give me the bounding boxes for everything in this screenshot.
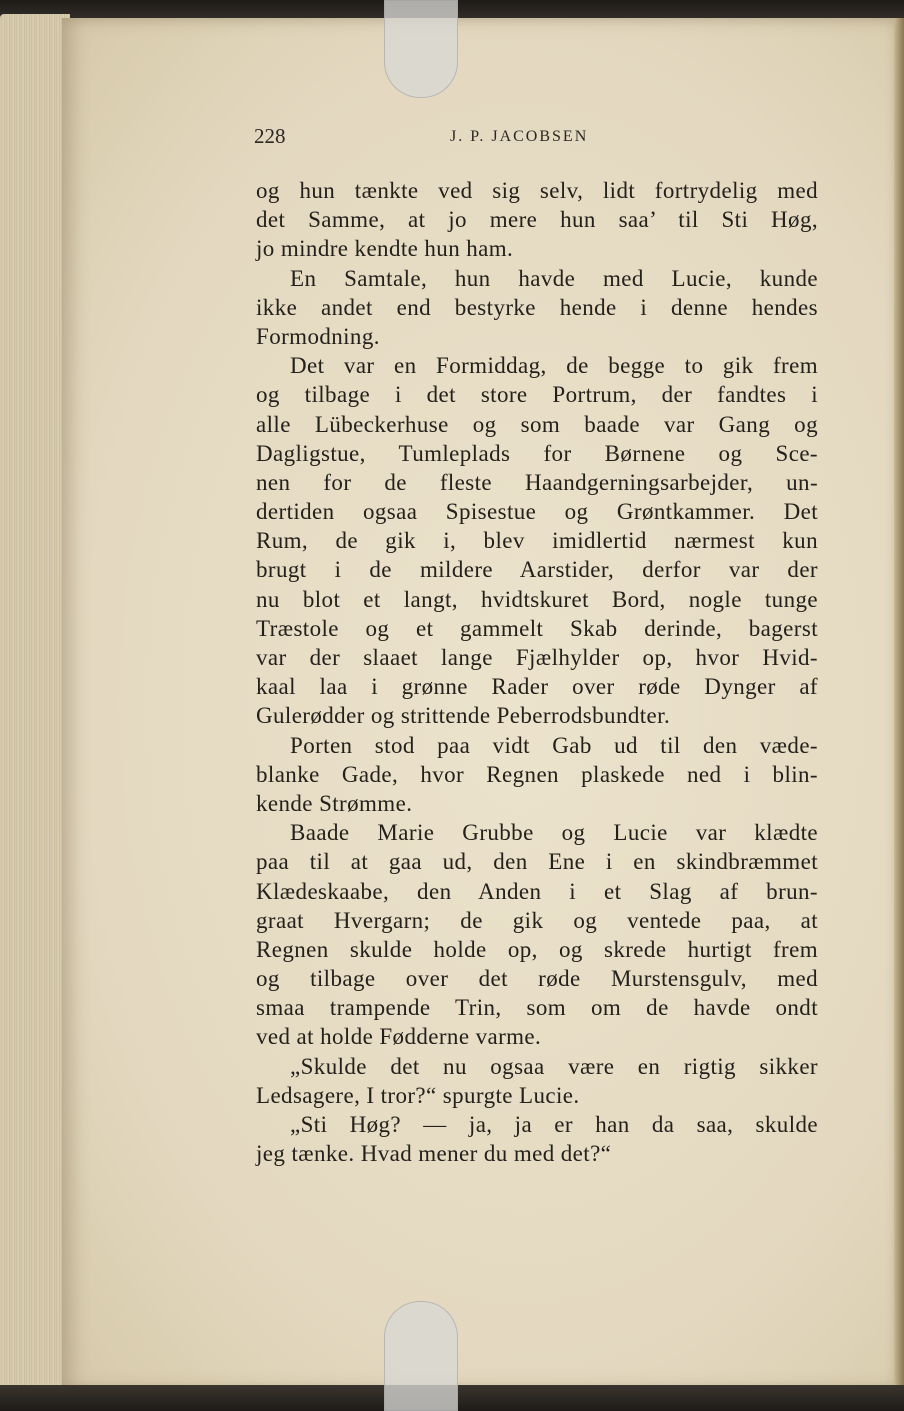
text-line: brugt i de mildere Aarstider, derfor var der [256, 557, 818, 583]
page-right-edge [894, 18, 904, 1390]
running-title: J. P. JACOBSEN [450, 128, 589, 145]
page-number: 228 [254, 124, 286, 148]
text-line: Baade Marie Grubbe og Lucie var klædte [290, 820, 818, 846]
text-line: ved at holde Fødderne varme. [256, 1024, 542, 1050]
scanner-clip-top [384, 0, 458, 98]
text-line: var der slaaet lange Fjælhylder op, hvor Hvid- [256, 645, 818, 670]
text-line: Klædeskaabe, den Anden i et Slag af brun- [256, 878, 818, 904]
text-line: Træstole og et gammelt Skab derinde, bagerst [256, 615, 818, 641]
text-line: jeg tænke. Hvad mener du med det?“ [256, 1141, 612, 1167]
body-text [256, 176, 818, 1168]
text-line: og hun tænkte ved sig selv, lidt fortrydelig med [256, 178, 818, 203]
text-line: Regnen skulde holde op, og skrede hurtigt frem [256, 936, 818, 962]
running-head [254, 124, 674, 154]
text-line: Gulerødder og strittende Peberrodsbundter. [256, 703, 671, 729]
text-line: Ledsagere, I tror?“ spurgte Lucie. [256, 1082, 580, 1108]
scanner-clip-bottom [384, 1301, 458, 1411]
text-line: kende Strømme. [256, 790, 413, 816]
text-line: dertiden ogsaa Spisestue og Grøntkammer. Det [256, 499, 818, 525]
text-line: paa til at gaa ud, den Ene i en skindbræmmet [256, 849, 818, 875]
text-line: kaal laa i grønne Rader over røde Dynger af [256, 674, 818, 700]
text-line: blanke Gade, hvor Regnen plaskede ned i blin- [256, 761, 818, 787]
text-line: graat Hvergarn; de gik og ventede paa, at [256, 907, 818, 933]
text-line: og tilbage over det røde Murstensgulv, med [256, 966, 818, 992]
text-line: jo mindre kendte hun ham. [256, 236, 514, 262]
text-line: nen for de fleste Haandgerningsarbejder, un- [256, 469, 818, 495]
text-line: Det var en Formiddag, de begge to gik frem [290, 353, 818, 379]
text-line: smaa trampende Trin, som om de havde ondt [256, 995, 818, 1021]
text-line: det Samme, at jo mere hun saa’ til Sti Høg, [256, 207, 818, 233]
text-line: Dagligstue, Tumleplads for Børnene og Sce- [256, 440, 818, 466]
text-line: Porten stod paa vidt Gab ud til den væde- [290, 732, 818, 758]
text-line: „Sti Høg? — ja, ja er han da saa, skulde [290, 1112, 818, 1137]
text-line: og tilbage i det store Portrum, der fandtes i [256, 382, 818, 408]
text-line: nu blot et langt, hvidtskuret Bord, nogle tunge [256, 586, 818, 612]
text-line: „Skulde det nu ogsaa være en rigtig sikker [290, 1053, 818, 1079]
page-stack-edge [0, 14, 70, 1396]
text-line: alle Lübeckerhuse og som baade var Gang og [256, 411, 818, 437]
text-line: Rum, de gik i, blev imidlertid nærmest kun [256, 528, 818, 554]
text-line: Formodning. [256, 323, 380, 349]
text-line: En Samtale, hun havde med Lucie, kunde [290, 265, 818, 291]
text-line: ikke andet end bestyrke hende i denne hendes [256, 294, 818, 320]
